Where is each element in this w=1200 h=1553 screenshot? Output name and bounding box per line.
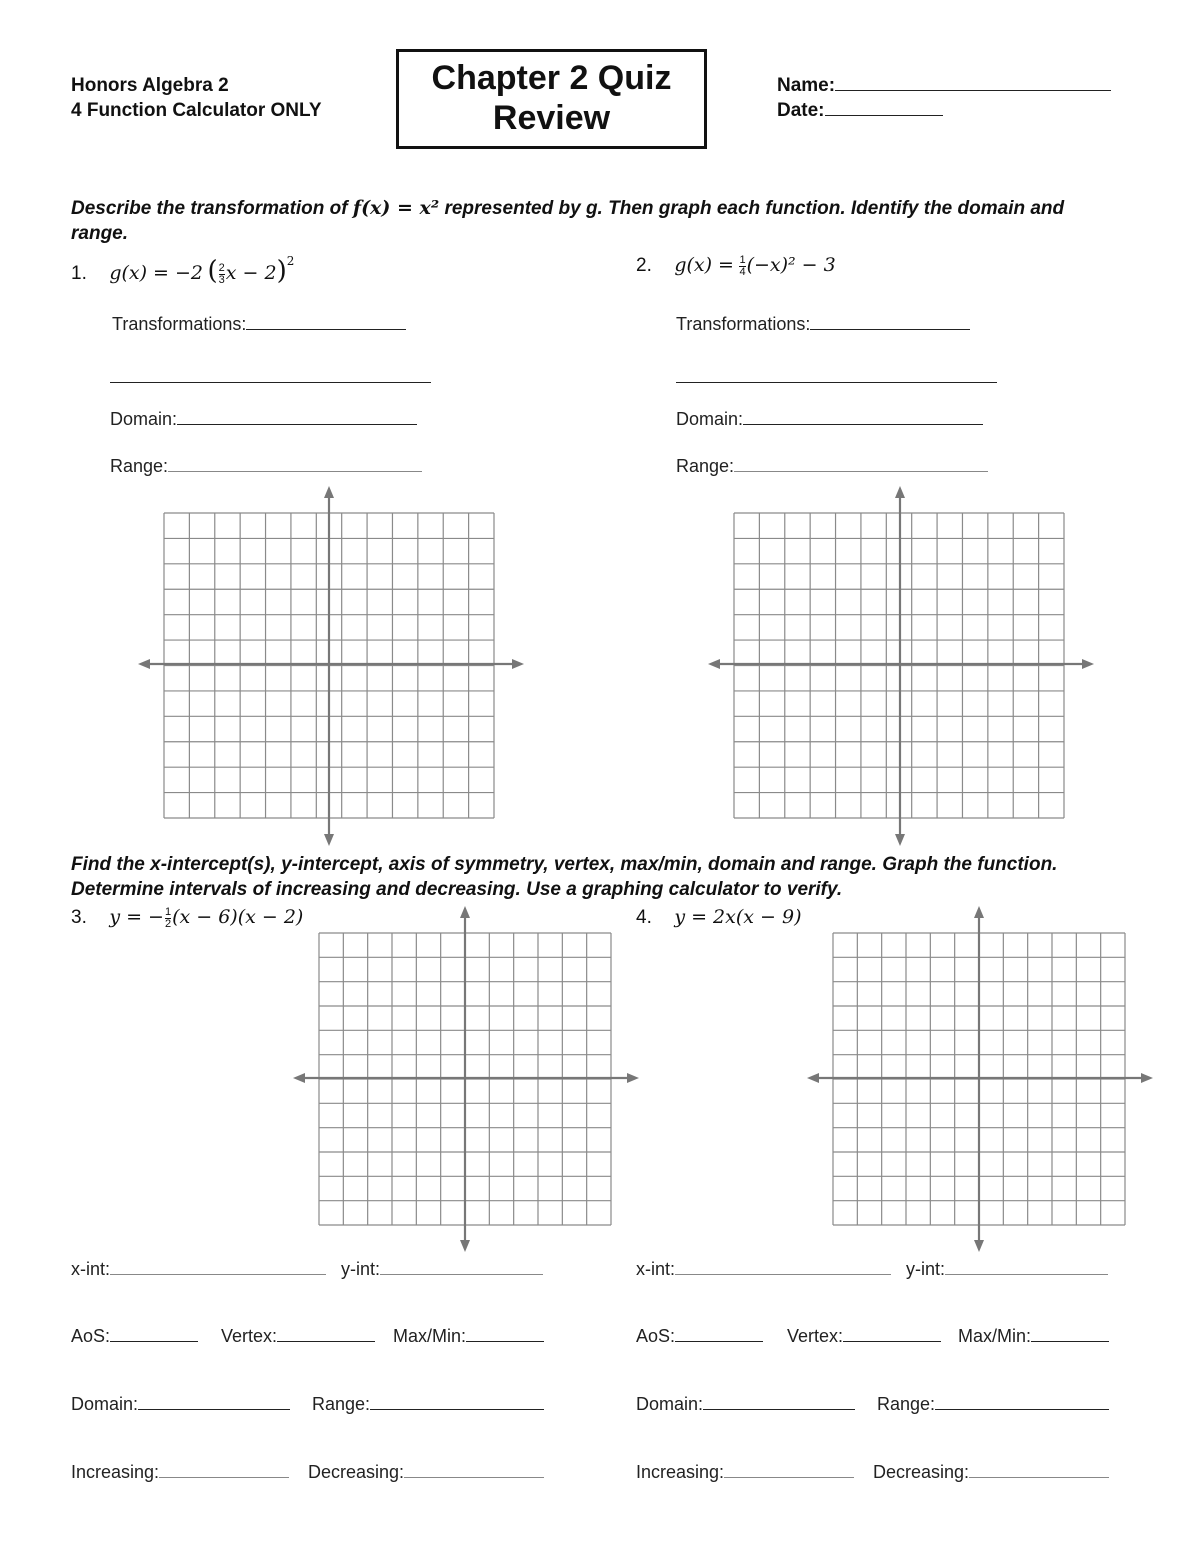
problem-4-equation [636, 906, 801, 929]
transformations-blank[interactable] [246, 328, 406, 330]
fraction-denominator: 4 [739, 266, 746, 279]
p4-xint [636, 1259, 891, 1280]
equation: y = 2x(x − 9) [674, 906, 802, 928]
xint-blank[interactable] [675, 1273, 891, 1275]
graph-grid-4[interactable] [807, 906, 1153, 1252]
y-axis-up-arrow-icon [974, 906, 984, 918]
p2-transformations-blank-2[interactable] [676, 381, 997, 383]
maxmin-label: Max/Min: [958, 1326, 1032, 1346]
y-axis-up-arrow-icon [324, 486, 334, 498]
p3-vertex [221, 1326, 375, 1347]
transformations-blank[interactable] [810, 328, 970, 330]
y-axis-down-arrow-icon [460, 1240, 470, 1252]
aos-label: AoS: [71, 1326, 111, 1346]
xint-blank[interactable] [110, 1273, 326, 1275]
aos-label: AoS: [636, 1326, 676, 1346]
decreasing-blank[interactable] [404, 1476, 544, 1478]
range-blank[interactable] [734, 470, 988, 472]
calculator-note: 4 Function Calculator ONLY [71, 100, 322, 121]
name-label: Name: [777, 75, 836, 96]
p4-decreasing [873, 1462, 1109, 1483]
increasing-blank[interactable] [159, 1476, 289, 1478]
p3-maxmin [393, 1326, 544, 1347]
p4-yint [906, 1259, 1108, 1280]
domain-label: Domain: [676, 409, 744, 429]
header-left [71, 73, 322, 123]
x-axis-left-arrow-icon [708, 659, 720, 669]
p2-range [676, 456, 988, 477]
x-axis-right-arrow-icon [512, 659, 524, 669]
p3-decreasing [308, 1462, 544, 1483]
section2-instruction: Find the x-intercept(s), y-intercept, axis of symmetry, vertex, max/min, domain and range. Graph the function. Determine intervals of increasing and decreasing. Use a graphing calculator to verify. [71, 854, 1058, 900]
range-blank[interactable] [370, 1408, 544, 1410]
xint-label: x-int: [636, 1259, 676, 1279]
p3-range [312, 1394, 544, 1415]
date-blank[interactable] [825, 114, 943, 116]
vertex-label: Vertex: [221, 1326, 278, 1346]
x-axis-right-arrow-icon [1141, 1073, 1153, 1083]
p4-domain [636, 1394, 855, 1415]
p1-domain [110, 409, 417, 430]
p2-domain [676, 409, 983, 430]
yint-label: y-int: [906, 1259, 946, 1279]
p4-range [877, 1394, 1109, 1415]
p4-aos [636, 1326, 763, 1347]
fraction-denominator: 3 [218, 274, 225, 287]
p1-range [110, 456, 422, 477]
equation-right: (−x)² − 3 [746, 254, 836, 276]
maxmin-label: Max/Min: [393, 1326, 467, 1346]
graph-grid-3[interactable] [293, 906, 639, 1252]
graph-grid-2[interactable] [708, 486, 1094, 846]
x-axis-right-arrow-icon [1082, 659, 1094, 669]
decreasing-label: Decreasing: [308, 1462, 405, 1482]
range-blank[interactable] [168, 470, 422, 472]
p1-transformations [112, 314, 406, 335]
range-label: Range: [877, 1394, 936, 1414]
domain-blank[interactable] [177, 423, 417, 425]
decreasing-label: Decreasing: [873, 1462, 970, 1482]
section1-instruction [71, 196, 1111, 246]
transformations-label: Transformations: [112, 314, 247, 334]
problem-2-equation [636, 254, 836, 278]
y-axis-down-arrow-icon [895, 834, 905, 846]
title-line-1: Chapter 2 Quiz [431, 59, 672, 97]
equation-exponent: 2 [286, 254, 295, 268]
yint-blank[interactable] [945, 1273, 1108, 1275]
fraction-numerator: 1 [164, 906, 172, 919]
instruction-part-b: represented by g. Then graph each function. Identify the domain and range. [71, 198, 1065, 244]
decreasing-blank[interactable] [969, 1476, 1109, 1478]
header-right [777, 73, 1111, 123]
aos-blank[interactable] [675, 1340, 763, 1342]
graph-grid-1[interactable] [138, 486, 524, 846]
problem-3-equation [71, 906, 303, 930]
equation-right: (x − 6)(x − 2) [172, 906, 304, 928]
p3-yint [341, 1259, 543, 1280]
p4-maxmin [958, 1326, 1109, 1347]
y-axis-down-arrow-icon [324, 834, 334, 846]
increasing-label: Increasing: [71, 1462, 160, 1482]
range-label: Range: [676, 456, 735, 476]
maxmin-blank[interactable] [1031, 1340, 1109, 1342]
problem-1-equation: 1. g(x) = −2 ( $\frac{2}{3}$ x − 2)$^2$ [71, 254, 295, 287]
course-name: Honors Algebra 2 [71, 75, 229, 96]
y-axis-up-arrow-icon [895, 486, 905, 498]
y-axis-down-arrow-icon [974, 1240, 984, 1252]
title-line-2: Review [492, 99, 611, 137]
instruction-part-a: Describe the transformation of [71, 198, 353, 219]
p3-xint [71, 1259, 326, 1280]
p2-transformations [676, 314, 970, 335]
x-axis-left-arrow-icon [807, 1073, 819, 1083]
problem-number: 4. [636, 907, 652, 928]
fraction-numerator: 2 [218, 262, 225, 275]
fraction-numerator: 1 [739, 254, 746, 267]
y-axis-up-arrow-icon [460, 906, 470, 918]
p3-increasing [71, 1462, 289, 1483]
yint-label: y-int: [341, 1259, 381, 1279]
fraction-denominator: 2 [164, 918, 172, 931]
maxmin-blank[interactable] [466, 1340, 544, 1342]
p3-aos [71, 1326, 198, 1347]
domain-blank[interactable] [703, 1408, 855, 1410]
equation-left: g(x) = −2 [109, 262, 204, 284]
vertex-label: Vertex: [787, 1326, 844, 1346]
domain-blank[interactable] [138, 1408, 290, 1410]
x-axis-right-arrow-icon [627, 1073, 639, 1083]
vertex-blank[interactable] [277, 1340, 375, 1342]
p3-domain [71, 1394, 290, 1415]
problem-number: 1. [71, 263, 87, 284]
equation-left: g(x) = [674, 254, 734, 276]
vertex-blank[interactable] [843, 1340, 941, 1342]
equation-right: x − 2 [225, 262, 277, 284]
transformations-label: Transformations: [676, 314, 811, 334]
p1-transformations-blank-2[interactable] [110, 381, 431, 383]
range-label: Range: [312, 1394, 371, 1414]
range-blank[interactable] [935, 1408, 1109, 1410]
p4-increasing [636, 1462, 854, 1483]
title-box [396, 49, 707, 149]
increasing-blank[interactable] [724, 1476, 854, 1478]
name-blank[interactable] [835, 89, 1111, 91]
x-axis-left-arrow-icon [138, 659, 150, 669]
equation-left: y = − [109, 906, 164, 928]
date-label: Date: [777, 100, 825, 121]
domain-blank[interactable] [743, 423, 983, 425]
p4-vertex [787, 1326, 941, 1347]
x-axis-left-arrow-icon [293, 1073, 305, 1083]
aos-blank[interactable] [110, 1340, 198, 1342]
problem-number: 3. [71, 907, 87, 928]
increasing-label: Increasing: [636, 1462, 725, 1482]
domain-label: Domain: [636, 1394, 704, 1414]
range-label: Range: [110, 456, 169, 476]
yint-blank[interactable] [380, 1273, 543, 1275]
domain-label: Domain: [110, 409, 178, 429]
problem-number: 2. [636, 255, 652, 276]
instruction-function: f(x) = x² [352, 197, 440, 219]
xint-label: x-int: [71, 1259, 111, 1279]
domain-label: Domain: [71, 1394, 139, 1414]
